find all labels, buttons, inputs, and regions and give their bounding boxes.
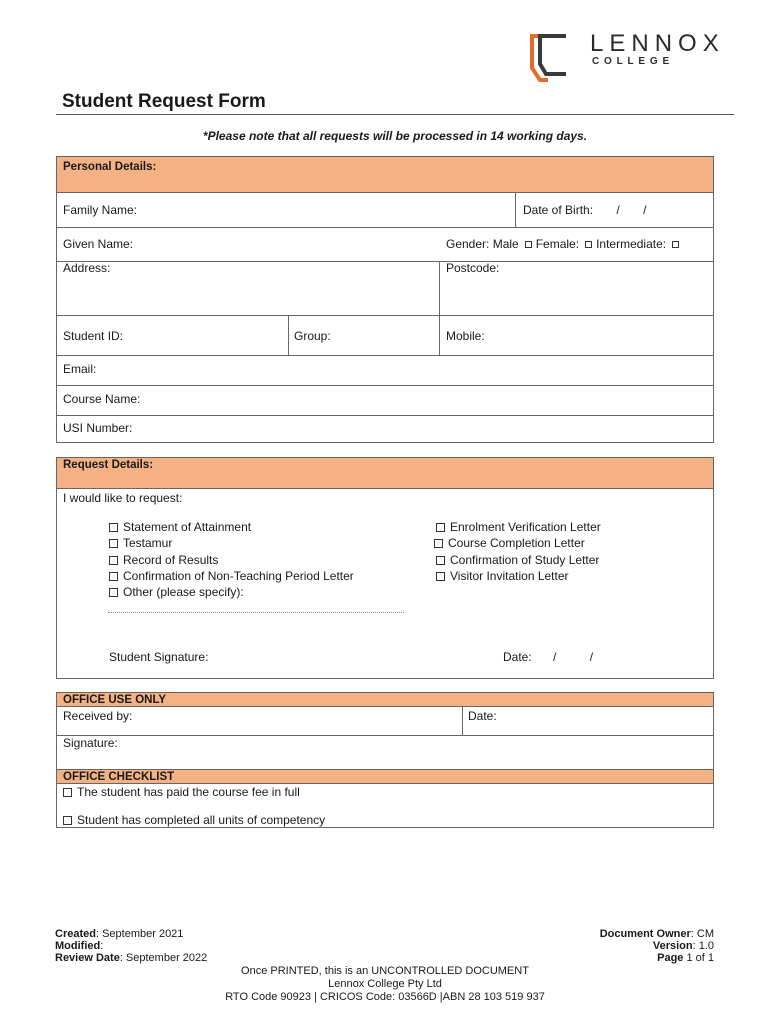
title-divider <box>56 114 734 115</box>
option-checkbox[interactable] <box>109 539 118 548</box>
student-id-field[interactable]: Student ID: <box>63 329 124 343</box>
footer-page: Page 1 of 1 <box>657 952 714 964</box>
request-date-slash: / <box>553 650 557 664</box>
family-name-field[interactable]: Family Name: <box>63 203 138 217</box>
office-checklist-title: OFFICE CHECKLIST <box>63 771 175 783</box>
logo-subtitle: COLLEGE <box>592 56 674 67</box>
checklist-checkbox[interactable] <box>63 788 72 797</box>
female-checkbox[interactable] <box>585 241 592 248</box>
gender-intermediate-label: Intermediate: <box>596 237 667 251</box>
option-checkbox[interactable] <box>436 572 445 581</box>
request-details-header <box>57 458 713 489</box>
checklist-checkbox[interactable] <box>63 816 72 825</box>
request-option[interactable]: Course Completion Letter <box>434 536 585 550</box>
request-intro: I would like to request: <box>63 491 183 505</box>
request-date-field[interactable] <box>503 650 593 664</box>
office-signature-field[interactable]: Signature: <box>63 736 118 750</box>
request-option[interactable]: Visitor Invitation Letter <box>436 569 569 583</box>
request-option[interactable]: Statement of Attainment <box>109 520 251 534</box>
address-field[interactable]: Address: <box>63 261 111 275</box>
office-use-section <box>56 692 714 828</box>
request-option[interactable]: Testamur <box>109 536 172 550</box>
dob-slash: / <box>616 203 620 217</box>
personal-details-section <box>56 156 714 443</box>
mobile-field[interactable]: Mobile: <box>446 329 485 343</box>
gender-female-label: Female: <box>535 237 580 251</box>
received-by-field[interactable]: Received by: <box>63 709 133 723</box>
footer-owner: Document Owner: CM <box>599 928 714 940</box>
footer-created: Created: September 2021 <box>55 928 184 940</box>
option-checkbox[interactable] <box>434 539 443 548</box>
course-name-field[interactable]: Course Name: <box>63 392 141 406</box>
checklist-item[interactable]: The student has paid the course fee in full <box>63 785 300 799</box>
footer-modified: Modified: <box>55 940 104 952</box>
request-option[interactable]: Confirmation of Study Letter <box>436 553 599 567</box>
usi-number-field[interactable]: USI Number: <box>63 421 133 435</box>
request-option[interactable]: Other (please specify): <box>109 585 244 599</box>
intermediate-checkbox[interactable] <box>672 241 679 248</box>
dob-field[interactable] <box>523 203 646 217</box>
dob-slash: / <box>643 203 647 217</box>
request-details-section <box>56 457 714 679</box>
other-specify-line[interactable] <box>108 612 404 613</box>
lennox-logo-mark <box>524 34 574 82</box>
office-date-field[interactable]: Date: <box>468 709 497 723</box>
postcode-field[interactable]: Postcode: <box>446 261 500 275</box>
checklist-item[interactable]: Student has completed all units of competency <box>63 813 325 827</box>
request-option[interactable]: Confirmation of Non-Teaching Period Letter <box>109 569 354 583</box>
option-checkbox[interactable] <box>436 523 445 532</box>
office-checklist-header <box>57 769 713 784</box>
uncontrolled-notice: Once PRINTED, this is an UNCONTROLLED DOCUMENT <box>241 965 529 977</box>
office-use-header <box>57 693 713 707</box>
option-checkbox[interactable] <box>109 556 118 565</box>
student-signature-field[interactable]: Student Signature: <box>109 650 209 664</box>
footer-version: Version: 1.0 <box>652 940 714 952</box>
dob-label: Date of Birth: <box>523 203 594 217</box>
email-field[interactable]: Email: <box>63 362 97 376</box>
footer-review-date: Review Date: September 2022 <box>55 952 208 964</box>
rto-codes: RTO Code 90923 | CRICOS Code: 03566D |ABN 28 103 519 937 <box>225 991 545 1003</box>
office-use-title: OFFICE USE ONLY <box>63 694 167 706</box>
request-option[interactable]: Record of Results <box>109 553 218 567</box>
group-field[interactable]: Group: <box>294 329 331 343</box>
request-date-label: Date: <box>503 650 532 664</box>
request-date-slash: / <box>589 650 594 664</box>
option-checkbox[interactable] <box>109 523 118 532</box>
gender-field <box>446 237 683 251</box>
page-title: Student Request Form <box>62 91 266 112</box>
processing-note: *Please note that all requests will be processed in 14 working days. <box>202 129 588 143</box>
gender-male-label: Gender: Male <box>446 237 519 251</box>
personal-details-title: Personal Details: <box>63 161 157 173</box>
option-checkbox[interactable] <box>109 588 118 597</box>
company-name: Lennox College Pty Ltd <box>328 978 442 990</box>
male-checkbox[interactable] <box>525 241 532 248</box>
request-option[interactable]: Enrolment Verification Letter <box>436 520 601 534</box>
request-details-title: Request Details: <box>63 459 154 471</box>
logo-name: LENNOX <box>590 30 725 57</box>
personal-details-header <box>57 157 713 193</box>
option-checkbox[interactable] <box>436 556 445 565</box>
option-checkbox[interactable] <box>109 572 118 581</box>
given-name-field[interactable]: Given Name: <box>63 237 134 251</box>
